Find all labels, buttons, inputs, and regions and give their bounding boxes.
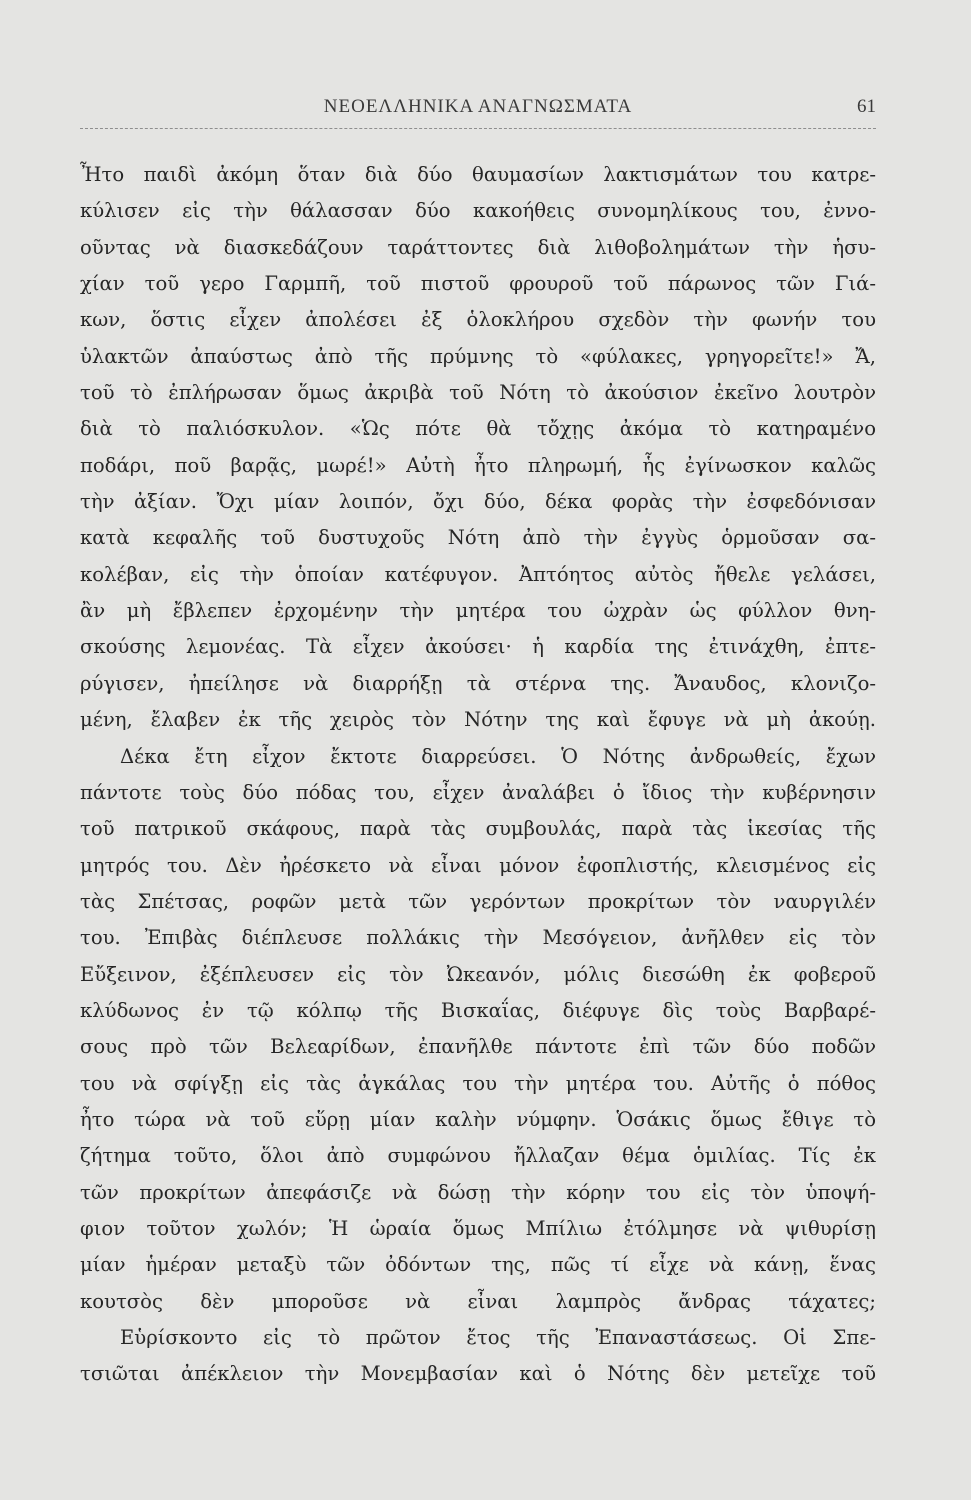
text-line: μίαν ἡμέραν μεταξὺ τῶν ὀδόντων της, πῶς τί εἶχε νὰ κάνῃ, ἕνας [80, 1253, 876, 1277]
text-line: τοῦ τὸ ἐπλήρωσαν ὅμως ἀκριβὰ τοῦ Νότη τὸ ἀκούσιον ἐκεῖνο λουτρὸν [80, 381, 876, 405]
text-line: κουτσὸς δὲν μποροῦσε νὰ εἶναι λαμπρὸς ἄνδρας τάχατες; [80, 1289, 876, 1313]
text-line: μητρός του. Δὲν ἠρέσκετο νὰ εἶναι μόνον ἐφοπλιστής, κλεισμένος εἰς [80, 853, 876, 877]
text-line: ὑλακτῶν ἀπαύστως ἀπὸ τῆς πρύμνης τὸ «φύλακες, γρηγορεῖτε!» Ἄ, [80, 344, 876, 368]
text-line-paragraph-start: Εὑρίσκοντο εἰς τὸ πρῶτον ἔτος τῆς Ἐπαναστάσεως. Οἱ Σπε- [120, 1326, 876, 1349]
header-rule [80, 128, 876, 129]
header-title: ΝΕΟΕΛΛΗΝΙΚΑ ΑΝΑΓΝΩΣΜΑΤΑ [323, 96, 633, 117]
text-line: χίαν τοῦ γερο Γαρμπῆ, τοῦ πιστοῦ φρουροῦ τοῦ πάρωνος τῶν Γιά- [80, 272, 876, 296]
text-line: Εὔξεινον, ἐξέπλευσεν εἰς τὸν Ὠκεανόν, μόλις διεσώθη ἐκ φοβεροῦ [80, 962, 876, 986]
text-line: ποδάρι, ποῦ βαρᾷς, μωρέ!» Αὐτὴ ἦτο πληρωμή, ἧς ἐγίνωσκον καλῶς [80, 453, 876, 477]
text-line: σκούσης λεμονέας. Τὰ εἶχεν ἀκούσει· ἡ καρδία της ἐτινάχθη, ἐπτε- [80, 635, 876, 659]
text-line: κων, ὅστις εἶχεν ἀπολέσει ἐξ ὁλοκλήρου σχεδὸν τὴν φωνήν του [80, 308, 876, 332]
running-head [80, 96, 876, 126]
text-line: τῶν προκρίτων ἀπεφάσιζε νὰ δώσῃ τὴν κόρην του εἰς τὸν ὑποψή- [80, 1180, 876, 1204]
text-line: τοῦ πατρικοῦ σκάφους, παρὰ τὰς συμβουλάς, παρὰ τὰς ἱκεσίας τῆς [80, 817, 876, 841]
text-line: σους πρὸ τῶν Βελεαρίδων, ἐπανῆλθε πάντοτε ἐπὶ τῶν δύο ποδῶν [80, 1035, 876, 1059]
text-line: του. Ἐπιβὰς διέπλευσε πολλάκις τὴν Μεσόγειον, ἀνῆλθεν εἰς τὸν [80, 926, 876, 950]
text-line: τὴν ἀξίαν. Ὄχι μίαν λοιπόν, ὄχι δύο, δέκα φορὰς τὴν ἐσφεδόνισαν [80, 490, 876, 514]
text-line: μένη, ἔλαβεν ἐκ τῆς χειρὸς τὸν Νότην της καὶ ἔφυγε νὰ μὴ ἀκούῃ. [80, 708, 876, 732]
text-line: κύλισεν εἰς τὴν θάλασσαν δύο κακοήθεις συνομηλίκους του, ἐννο- [80, 199, 876, 223]
text-line: ἂν μὴ ἔβλεπεν ἐρχομένην τὴν μητέρα του ὠχρὰν ὡς φύλλον θνη- [80, 599, 876, 623]
text-line: κατὰ κεφαλῆς τοῦ δυστυχοῦς Νότη ἀπὸ τὴν ἐγγὺς ὁρμοῦσαν σα- [80, 526, 876, 550]
text-line: ζήτημα τοῦτο, ὅλοι ἀπὸ συμφώνου ἤλλαζαν θέμα ὁμιλίας. Τίς ἐκ [80, 1144, 876, 1168]
text-line: τὰς Σπέτσας, ροφῶν μετὰ τῶν γερόντων προκρίτων τὸν ναυργιλέν [80, 889, 876, 913]
text-line: κλύδωνος ἐν τῷ κόλπῳ τῆς Βισκαΐας, διέφυγε δὶς τοὺς Βαρβαρέ- [80, 998, 876, 1022]
text-line-paragraph-start: Δέκα ἔτη εἶχον ἔκτοτε διαρρεύσει. Ὁ Νότης ἀνδρωθείς, ἔχων [120, 744, 876, 768]
text-line: πάντοτε τοὺς δύο πόδας του, εἶχεν ἀναλάβει ὁ ἴδιος τὴν κυβέρνησιν [80, 780, 876, 804]
text-line: τσιῶται ἀπέκλειον τὴν Μονεμβασίαν καὶ ὁ Νότης δὲν μετεῖχε τοῦ [80, 1362, 876, 1386]
text-line: κολέβαν, εἰς τὴν ὁποίαν κατέφυγον. Ἀπτόητος αὐτὸς ἤθελε γελάσει, [80, 562, 876, 586]
text-line: φιον τοῦτον χωλόν; Ἡ ὡραία ὅμως Μπίλιω ἐτόλμησε νὰ ψιθυρίσῃ [80, 1216, 876, 1240]
text-line: του νὰ σφίγξῃ εἰς τὰς ἀγκάλας του τὴν μητέρα του. Αὐτῆς ὁ πόθος [80, 1071, 876, 1095]
page-number: 61 [857, 96, 876, 117]
text-line: Ἦτο παιδὶ ἀκόμη ὅταν διὰ δύο θαυμασίων λακτισμάτων του κατρε- [80, 163, 876, 186]
text-line: ἦτο τώρα νὰ τοῦ εὕρῃ μίαν καλὴν νύμφην. Ὁσάκις ὅμως ἔθιγε τὸ [80, 1107, 876, 1131]
text-line: ρύγισεν, ἠπείλησε νὰ διαρρήξῃ τὰ στέρνα της. Ἄναυδος, κλονιζο- [80, 671, 876, 695]
body-text [80, 157, 876, 1393]
text-line: διὰ τὸ παλιόσκυλον. «Ὡς πότε θὰ τὄχῃς ἀκόμα τὸ κατηραμένο [80, 417, 876, 441]
text-line: οῦντας νὰ διασκεδάζουν ταράττοντες διὰ λιθοβολημάτων τὴν ἡσυ- [80, 235, 876, 259]
